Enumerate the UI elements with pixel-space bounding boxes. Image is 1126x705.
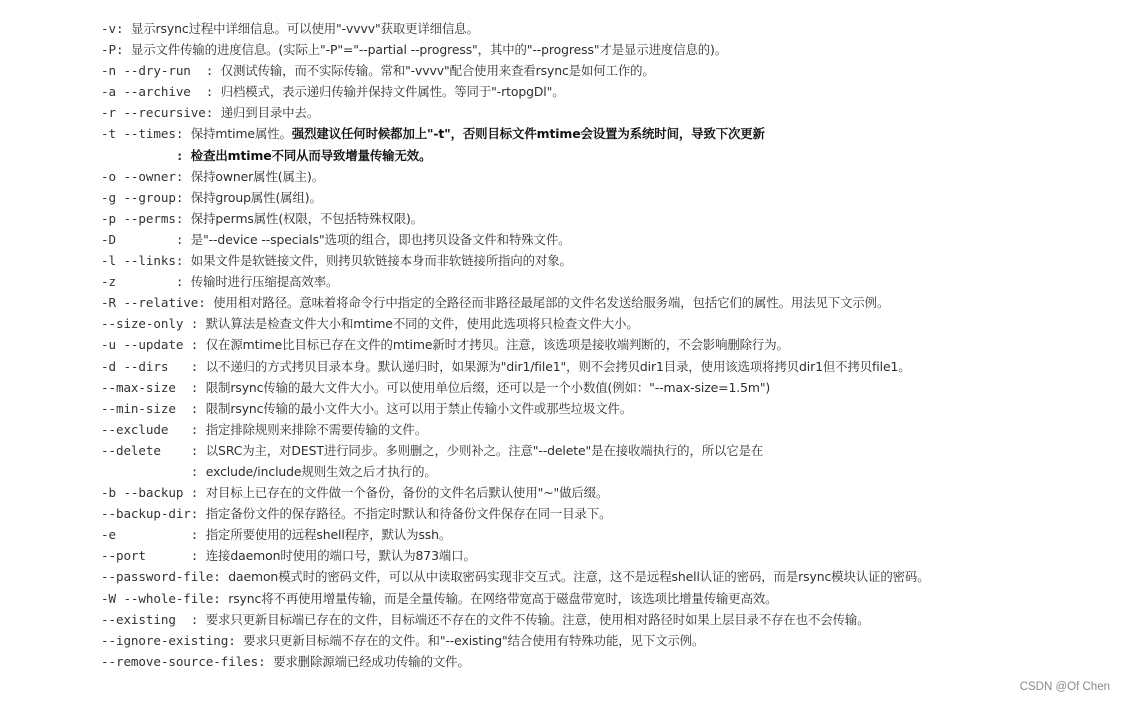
option-name: --password-file bbox=[101, 569, 214, 585]
option-separator: : bbox=[175, 253, 191, 269]
watermark: CSDN @Of Chen bbox=[1019, 681, 1110, 693]
option-separator: : bbox=[190, 421, 206, 437]
option-description: 归档模式，表示递归传输并保持文件属性。等同于"-rtopgDl"。 bbox=[220, 84, 565, 100]
option-separator: : bbox=[205, 84, 221, 100]
option-name: --exclude bbox=[101, 421, 191, 437]
option-description: 对目标上已存在的文件做一个备份，备份的文件名后默认使用"~"做后缀。 bbox=[205, 485, 609, 501]
option-line-backup-dir bbox=[101, 503, 1111, 524]
option-line-dirs bbox=[101, 356, 1111, 377]
option-name: --ignore-existing bbox=[101, 632, 229, 648]
option-name: --backup-dir bbox=[101, 506, 191, 522]
option-description: 仅测试传输，而不实际传输。常和"-vvvv"配合使用来查看rsync是如何工作的。 bbox=[220, 63, 655, 79]
option-description: 指定备份文件的保存路径。不指定时默认和待备份文件保存在同一目录下。 bbox=[205, 506, 612, 522]
option-separator: : bbox=[205, 63, 221, 79]
option-name: -l --links bbox=[101, 253, 176, 269]
option-description-normal: 保持mtime属性。 bbox=[190, 126, 292, 142]
option-line-group bbox=[101, 187, 1111, 208]
option-name: --min-size bbox=[101, 400, 191, 416]
option-name bbox=[101, 464, 191, 479]
option-description: 使用相对路径。意味着将命令行中指定的全路径而非路径最尾部的文件名发送给服务端，包括它们的属性。用法见下文示例。 bbox=[213, 295, 890, 311]
option-name: -g --group bbox=[101, 189, 176, 205]
option-line-dry-run bbox=[101, 60, 1111, 81]
option-separator: : bbox=[175, 210, 191, 226]
option-line-port bbox=[101, 545, 1111, 566]
option-description: 以不递归的方式拷贝目录本身。默认递归时，如果源为"dir1/file1"，则不会拷贝dir1目录，使用该选项将拷贝dir1但不拷贝file1。 bbox=[205, 358, 911, 374]
option-description: 连接daemon时使用的端口号，默认为873端口。 bbox=[205, 548, 476, 564]
option-line-remove-source-files bbox=[101, 651, 1111, 672]
option-name: -D bbox=[101, 231, 176, 247]
option-separator: : bbox=[115, 42, 131, 58]
option-line-times bbox=[101, 123, 1111, 144]
option-name: -b --backup bbox=[101, 485, 191, 501]
option-description: 指定排除规则来排除不需要传输的文件。 bbox=[205, 421, 427, 437]
option-separator: : bbox=[190, 611, 206, 627]
option-line-delete bbox=[101, 440, 1111, 461]
option-name: -o --owner bbox=[101, 168, 176, 184]
option-name: --port bbox=[101, 548, 191, 564]
option-name bbox=[101, 148, 176, 163]
option-line-archive bbox=[101, 81, 1111, 102]
option-line-delete-continued bbox=[101, 461, 1111, 482]
option-line-whole-file bbox=[101, 588, 1111, 609]
option-separator: : bbox=[205, 105, 221, 121]
option-line-size-only bbox=[101, 313, 1111, 334]
option-line-max-size bbox=[101, 377, 1111, 398]
option-name: -d --dirs bbox=[101, 358, 191, 374]
option-separator: : bbox=[190, 337, 206, 353]
option-name: -n --dry-run bbox=[101, 63, 206, 79]
option-separator: : bbox=[228, 632, 244, 648]
option-name: --size-only bbox=[101, 316, 191, 332]
option-line-owner bbox=[101, 166, 1111, 187]
option-line-update bbox=[101, 334, 1111, 355]
option-name: -v bbox=[101, 21, 116, 36]
option-name: -z bbox=[101, 274, 176, 290]
option-name: -R --relative bbox=[101, 295, 199, 311]
option-separator: : bbox=[115, 21, 131, 36]
option-separator: : bbox=[258, 653, 274, 669]
option-description: 要求只更新目标端已存在的文件，目标端还不存在的文件不传输。注意，使用相对路径时如果上层目录不存在也不会传输。 bbox=[205, 611, 870, 627]
option-name: --remove-source-files bbox=[101, 653, 259, 669]
option-line-e bbox=[101, 524, 1111, 545]
option-separator: : bbox=[190, 548, 206, 564]
option-name: -e bbox=[101, 527, 191, 543]
option-name: -W --whole-file bbox=[101, 590, 214, 606]
option-separator: : bbox=[175, 147, 191, 163]
option-name: -r --recursive bbox=[101, 105, 206, 121]
option-description: 是"--device --specials"选项的组合，即也拷贝设备文件和特殊文件。 bbox=[190, 231, 571, 247]
option-separator: : bbox=[190, 485, 206, 501]
option-description: 限制rsync传输的最小文件大小。这可以用于禁止传输小文件或那些垃圾文件。 bbox=[205, 400, 633, 416]
option-line-relative bbox=[101, 292, 1111, 313]
option-name: -u --update bbox=[101, 337, 191, 353]
option-separator: : bbox=[175, 231, 191, 247]
option-line-password-file bbox=[101, 566, 1111, 587]
option-separator: : bbox=[190, 316, 206, 332]
option-description: 以SRC为主，对DEST进行同步。多则删之，少则补之。注意"--delete"是在接收端执行的，所以它是在 bbox=[205, 442, 764, 458]
option-description: 要求只更新目标端不存在的文件。和"--existing"结合使用有特殊功能，见下文示例。 bbox=[243, 632, 705, 648]
option-separator: : bbox=[175, 126, 191, 142]
option-description: 显示文件传输的进度信息。(实际上"-P"="--partial --progress"，其中的"--progress"才是显示进度信息的)。 bbox=[130, 42, 728, 58]
option-name: -P bbox=[101, 42, 116, 58]
option-description: 保持group属性(属组)。 bbox=[190, 189, 322, 205]
option-line-times-continued bbox=[101, 145, 1111, 166]
option-name: -t --times bbox=[101, 126, 176, 142]
option-name: --max-size bbox=[101, 379, 191, 395]
rsync-options-document bbox=[101, 18, 1111, 672]
option-description: 要求删除源端已经成功传输的文件。 bbox=[273, 653, 470, 669]
option-name: -a --archive bbox=[101, 84, 206, 100]
option-separator: : bbox=[190, 400, 206, 416]
option-separator: : bbox=[190, 442, 206, 458]
option-separator: : bbox=[213, 569, 229, 585]
option-description: 传输时进行压缩提高效率。 bbox=[190, 274, 339, 290]
option-line-recursive bbox=[101, 102, 1111, 123]
option-name: -p --perms bbox=[101, 210, 176, 226]
option-description: 保持owner属性(属主)。 bbox=[190, 168, 325, 184]
option-description: 递归到目录中去。 bbox=[220, 105, 320, 121]
option-line-existing bbox=[101, 609, 1111, 630]
option-description: 如果文件是软链接文件，则拷贝软链接本身而非软链接所指向的对象。 bbox=[190, 253, 572, 269]
option-line-exclude bbox=[101, 419, 1111, 440]
option-separator: : bbox=[190, 527, 206, 543]
option-name: --existing bbox=[101, 611, 191, 627]
option-description-emphasis: 强烈建议任何时候都加上"-t"，否则目标文件mtime会设置为系统时间，导致下次更新 bbox=[291, 126, 765, 142]
option-separator: : bbox=[190, 379, 206, 395]
option-description: rsync将不再使用增量传输，而是全量传输。在网络带宽高于磁盘带宽时，该选项比增量传输更高效。 bbox=[228, 590, 778, 606]
option-separator: : bbox=[190, 358, 206, 374]
option-separator: : bbox=[190, 463, 206, 479]
option-separator: : bbox=[175, 168, 191, 184]
option-line-P bbox=[101, 39, 1111, 60]
option-separator: : bbox=[198, 295, 214, 311]
option-description: 检查出mtime不同从而导致增量传输无效。 bbox=[190, 147, 432, 163]
option-description: 显示rsync过程中详细信息。可以使用"-vvvv"获取更详细信息。 bbox=[130, 21, 479, 36]
option-line-v bbox=[101, 18, 1111, 39]
option-line-backup bbox=[101, 482, 1111, 503]
option-separator: : bbox=[175, 274, 191, 290]
option-line-perms bbox=[101, 208, 1111, 229]
option-description: 默认算法是检查文件大小和mtime不同的文件，使用此选项将只检查文件大小。 bbox=[205, 316, 639, 332]
option-separator: : bbox=[190, 506, 206, 522]
option-separator: : bbox=[175, 189, 191, 205]
option-separator: : bbox=[213, 590, 229, 606]
option-description: 指定所要使用的远程shell程序，默认为ssh。 bbox=[205, 527, 452, 543]
option-line-D bbox=[101, 229, 1111, 250]
option-description: 仅在源mtime比目标已存在文件的mtime新时才拷贝。注意，该选项是接收端判断的，不会影响删除行为。 bbox=[205, 337, 789, 353]
option-line-z bbox=[101, 271, 1111, 292]
option-description: 限制rsync传输的最大文件大小。可以使用单位后缀，还可以是一个小数值(例如："--max-size=1.5m") bbox=[205, 379, 771, 395]
option-description: 保持perms属性(权限，不包括特殊权限)。 bbox=[190, 210, 424, 226]
option-line-links bbox=[101, 250, 1111, 271]
option-name: --delete bbox=[101, 442, 191, 458]
option-description: daemon模式时的密码文件，可以从中读取密码实现非交互式。注意，这不是远程shell认证的密码，而是rsync模块认证的密码。 bbox=[228, 569, 930, 585]
option-description: exclude/include规则生效之后才执行的。 bbox=[205, 463, 437, 479]
option-line-ignore-existing bbox=[101, 630, 1111, 651]
option-line-min-size bbox=[101, 398, 1111, 419]
